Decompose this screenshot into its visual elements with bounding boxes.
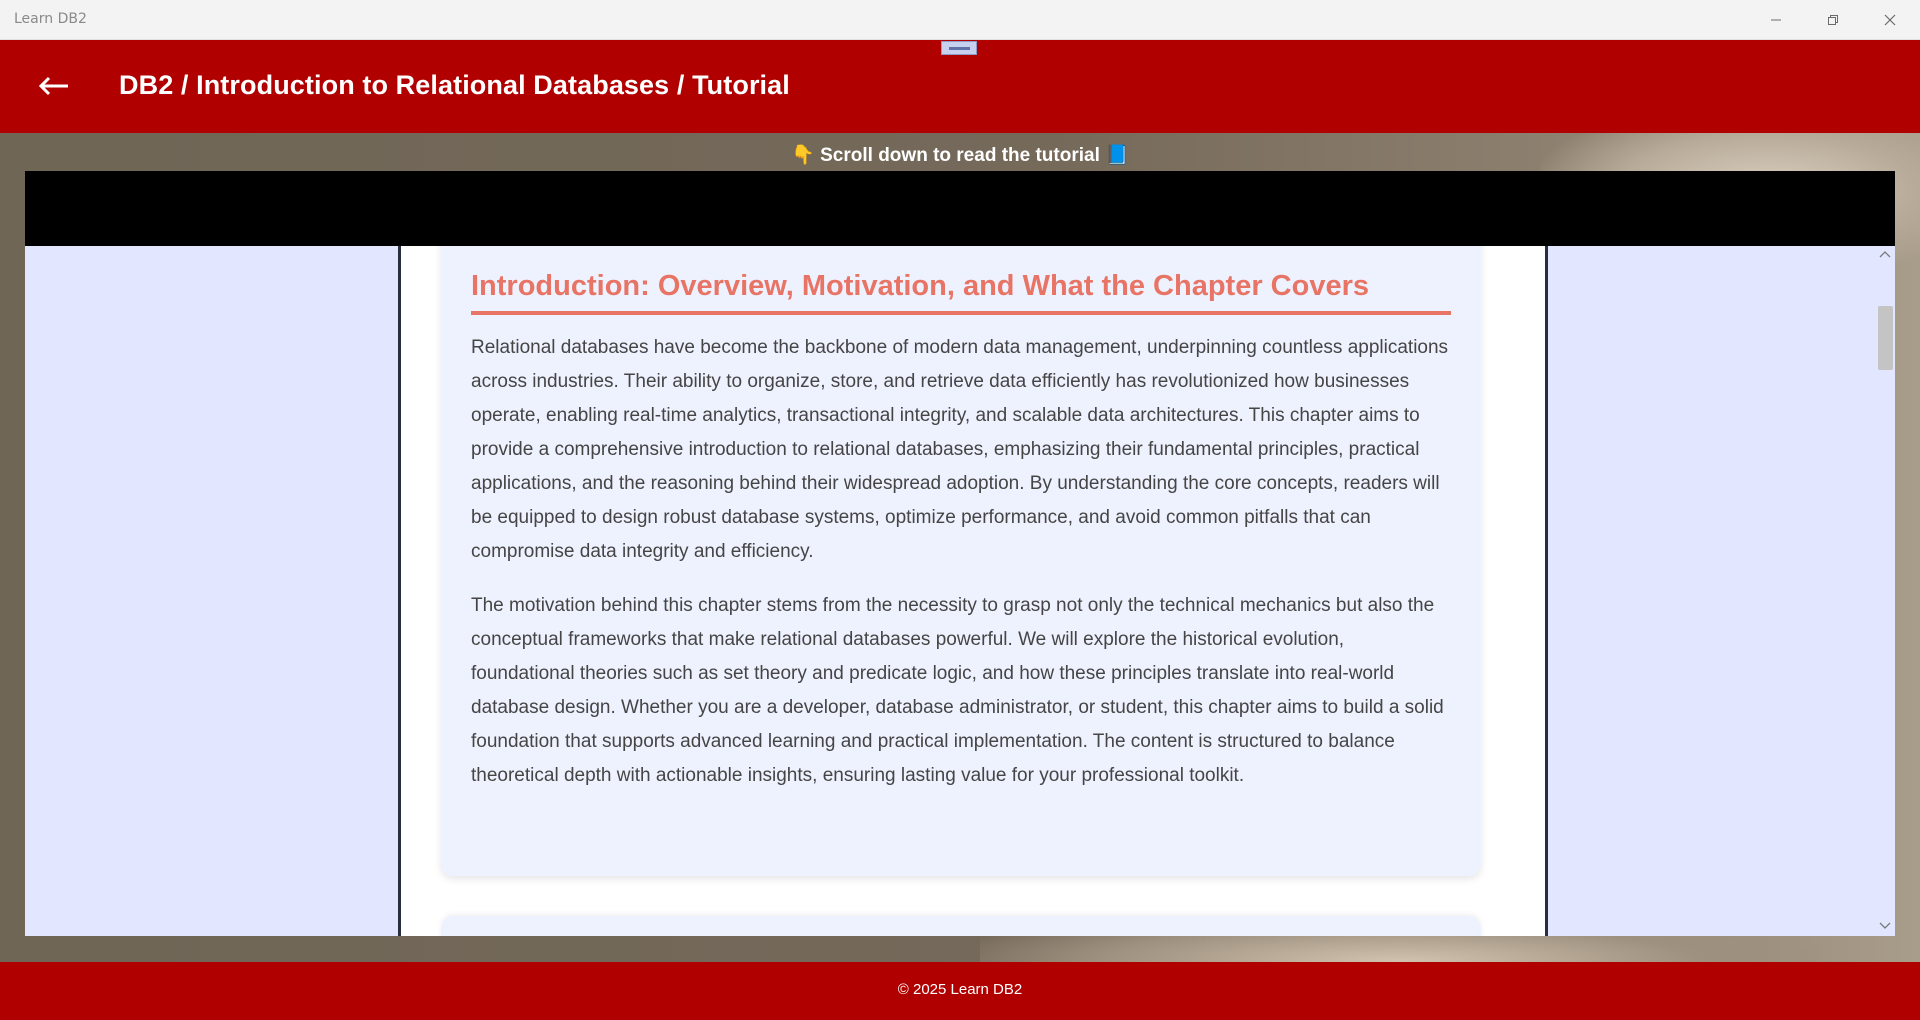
window-title: Learn DB2 bbox=[14, 11, 87, 27]
minimize-icon[interactable] bbox=[1748, 0, 1804, 40]
app-footer bbox=[0, 962, 1920, 1020]
back-button[interactable] bbox=[32, 66, 76, 106]
close-icon[interactable] bbox=[1862, 0, 1918, 40]
page-column bbox=[398, 246, 1548, 936]
drag-handle[interactable] bbox=[941, 41, 977, 55]
tutorial-viewer[interactable] bbox=[25, 246, 1895, 936]
copyright-text: © 2025 Learn DB2 bbox=[897, 981, 1023, 998]
section-title: Introduction: Overview, Motivation, and What the Chapter Covers bbox=[471, 270, 1451, 315]
scrollbar[interactable] bbox=[1875, 246, 1895, 936]
arrow-left-icon bbox=[38, 76, 70, 96]
window-titlebar bbox=[0, 0, 1920, 40]
breadcrumb: DB2 / Introduction to Relational Databases / Tutorial bbox=[119, 70, 790, 100]
section-card bbox=[441, 246, 1481, 876]
paragraph: The motivation behind this chapter stems from the necessity to grasp not only the technical mechanics but also the conceptual frameworks that make relational databases powerful. We will explore the historical evolution, foundational theories such as set theory and predicate logic, and how these principles translate into real-world database design. Whether you are a developer, database administrator, or student, this chapter aims to build a solid foundation that supports advanced learning and practical implementation. The content is structured to balance theoretical depth with actionable insights, ensuring lasting value for your professional toolkit. bbox=[471, 595, 1444, 786]
scroll-hint: 👇 Scroll down to read the tutorial 📘 bbox=[791, 145, 1129, 166]
scroll-thumb[interactable] bbox=[1878, 306, 1893, 370]
paragraph: Relational databases have become the backbone of modern data management, underpinning countless applications across industries. Their ability to organize, store, and retrieve data efficiently has revolutionized how businesses operate, enabling real-time analytics, transactional integrity, and scalable data architectures. This chapter aims to provide a comprehensive introduction to relational databases, emphasizing their fundamental principles, practical applications, and the reasoning behind their widespread adoption. By understanding the core concepts, readers will be equipped to design robust database systems, optimize performance, and avoid common pitfalls that can compromise data integrity and efficiency. bbox=[471, 337, 1449, 562]
next-section-card bbox=[441, 916, 1481, 936]
scroll-up-icon[interactable] bbox=[1879, 248, 1891, 260]
scroll-down-icon[interactable] bbox=[1879, 920, 1891, 932]
media-bar bbox=[25, 171, 1895, 246]
restore-icon[interactable] bbox=[1805, 0, 1861, 40]
